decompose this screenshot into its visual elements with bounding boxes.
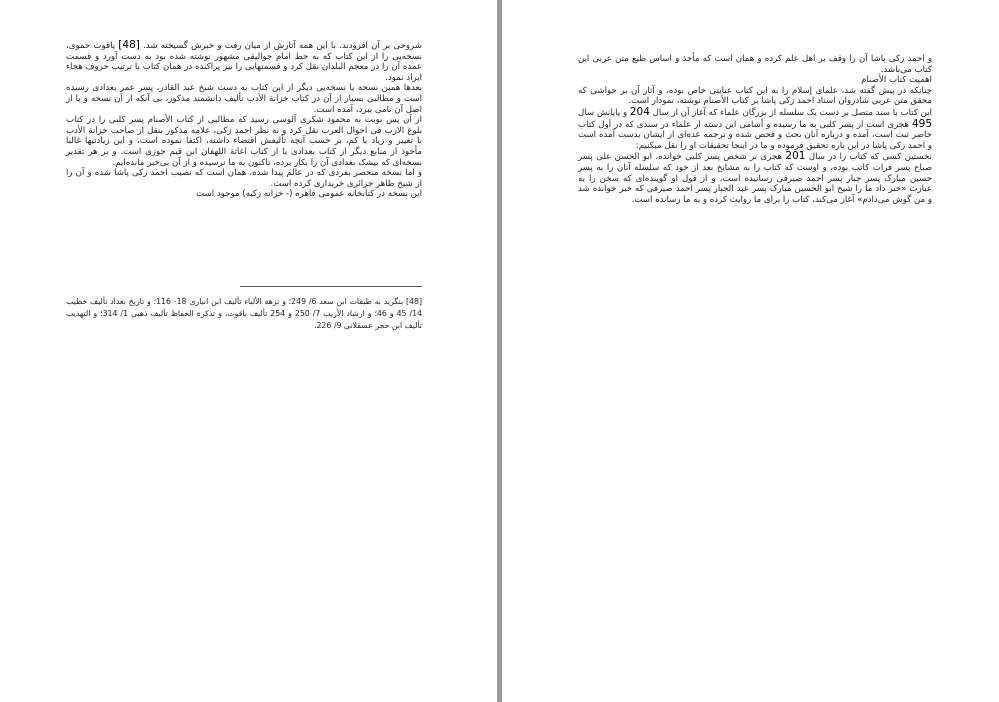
right-page-body bbox=[578, 54, 932, 205]
left-page-body bbox=[66, 40, 422, 200]
paragraph: بعدها همین نسخه یا نسخه‌یی دیگر از این کتاب به دست شیخ عبد القادر، پسر عمر بغدادی رسیده است و مطالبی بسیار از آن در کتاب خزانة الأدب تألیف دانشمند مذکور، بی آنکه از آن نسخه و یا از اصل آن نامی ببرد، آمده است. bbox=[66, 83, 422, 115]
left-page bbox=[0, 0, 497, 702]
year-number: 495 bbox=[911, 117, 932, 130]
year-number: 204 bbox=[629, 105, 650, 118]
footnote-ref[interactable]: [48] bbox=[118, 39, 140, 51]
paragraph: و اما نسخه منحصر بفردی که در عالم پیدا شده، همان است که نصیب احمد زکی پاشا شده و آن را از شیخ طاهر جزائری خریداری کرده است. bbox=[66, 168, 422, 189]
paragraph: و احمد زکی پاشا آن را وقف بر اهل علم کرده و همان است که مأخذ و اساس طبع متن عربی این کتاب می‌باشد. bbox=[578, 54, 932, 75]
footnote-divider bbox=[240, 286, 422, 287]
paragraph: شروحی بر آن افزودند. با این همه آثارش از میان رفت و خبرش گسیخته شد. [48] یاقوت حموی، نسخه‌یی را از این کتاب که به خط امام جوالیقی مشهور نوشته شده بود به دست آورد و قسمت عمده آن را در معجم البلدان نقل کرد و قسمتهایی را نیز پراکنده در همان کتاب با ترتیب حروف هجاء ایراد نمود. bbox=[66, 39, 422, 83]
paragraph: این کتاب با سند متصل بر دست یک سلسله از بزرگان علماء که آغاز آن از سال 204 و پایانش سال 495 هجری است از پسر کلبی به ما رسیده و أسامی این دسته از علماء در سندی که در أول کتاب حاضر ثبت است، آمده و درباره آنان بحث و فحص شده و ترجمه عده‌ای از ایشان بدست آمده است و احمد زکی پاشا در این باره تحقیق فرموده و ما در اینجا تحقیقات او را نقل میکنیم: bbox=[578, 105, 932, 151]
paragraph: نخستین کسی که کتاب را در سال 201 هجری بر شخص پسر کلبی خوانده، ابو الحسن علی پسر صباح پسر فرات کاتب بوده، و اوست که کتاب را به مشایخ بعد از خود که سلسله آنان را به پسر حسین مبارک پسر جبار پسر احمد صیرفی رسانیده است، و از قول او گوینده‌ای که سخن را به عبارت «خبر داد ما را شیخ ابو الحسین مبارک پسر عبد الجبار پسر احمد صیرفی که خبر خوانده شد و من گوش می‌دادم» آغاز می‌کند، کتاب را برای ما روایت کرده و به ما رسانده است. bbox=[578, 150, 932, 205]
footnote-text: [48] بنگرید به طبقات ابن سعد 6/ 249؛ و نزهة الألباء تألیف ابن انباری 18- 116؛ و تاریخ بغداد تألیف خطیب 14/ 45 و 46؛ و ارشاد الأریب 7/ 250 و 254 تألیف یاقوت، و تذکرة الحفاظ تألیف ذهبی 1/ 314؛ و التهذیب تألیف ابن حجر عسقلانی 9/ 226. bbox=[66, 297, 422, 330]
section-heading: اهمیت کتاب الأصنام bbox=[861, 75, 932, 86]
paragraph: چنانکه در پیش گفته شد، علمای إسلام را به این کتاب عنایتی خاص بوده، و آثار آن بر حواشی که محقق متن عربی شادروان استاد احمد زکی پاشا بر کتاب الأصنام نوشته، نمودار است. bbox=[578, 85, 932, 107]
year-number: 201 bbox=[785, 150, 806, 163]
paragraph: از آن پس نوبت به محمود شکری آلوسی رسید که مطالبی از کتاب الأصنام پسر کلبی را در کتاب بلوغ الارب فی احوال العرب نقل کرد و به نظر احمد زکی، علامه مذکور بنقل از صاحب خزانة الأدب با تغییر و زیاد یا کم، بر حسب آنچه تألیفش اقتضاء داشته، اکتفا نموده است، و این زیادتیها غالبا مأخوذ از منابع دیگر از کتاب بغدادی یا از کتاب اغاثة اللهفان ابن قیم جوزی است. و بر هر تقدیر نسخه‌ای که بیشک بغدادی آن را بکار برده، تاکنون به ما نرسیده و از آن بی‌خبر مانده‌ایم. bbox=[66, 115, 422, 168]
footnote bbox=[66, 296, 422, 332]
paragraph: این نسخه در کتابخانه عمومی قاهره (- خزانه زکیه) موجود است bbox=[196, 189, 422, 200]
right-page bbox=[502, 0, 999, 702]
